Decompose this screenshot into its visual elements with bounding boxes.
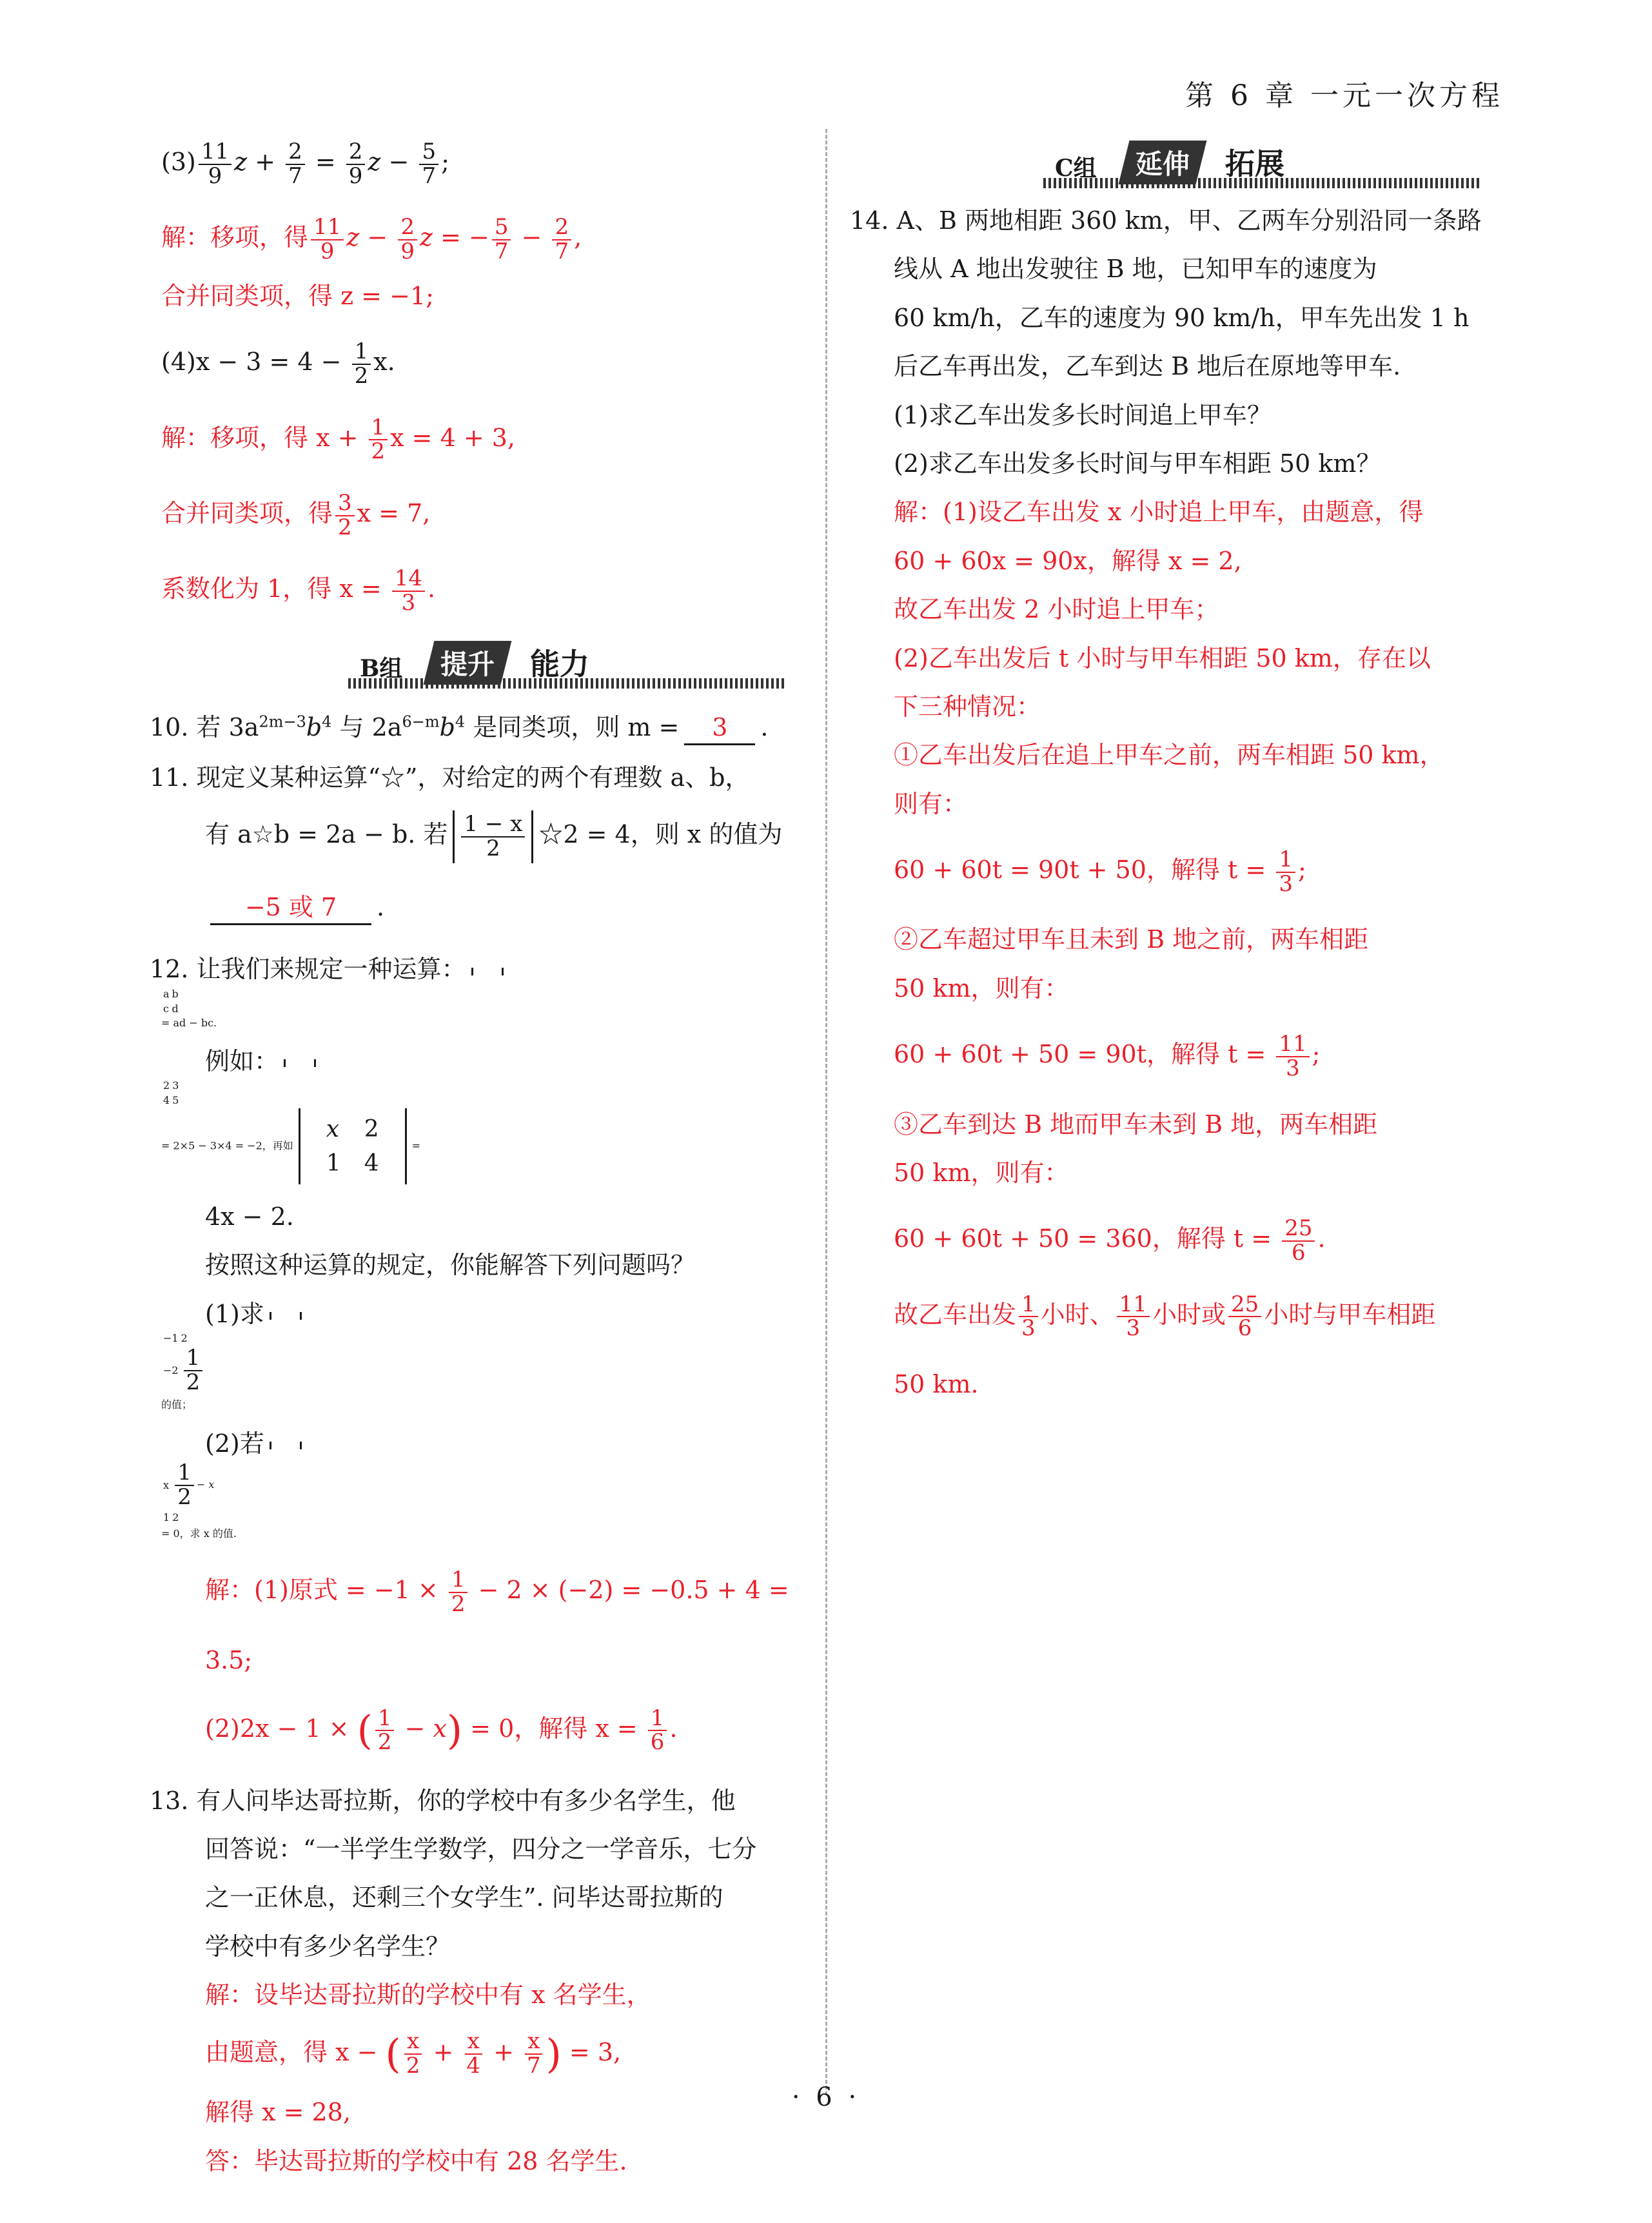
question-10: 10. 若 $3a^{2m-3}b^4$ 与 $2a^{6-m}b^4$ 是同类项，则 m = 3 . bbox=[150, 712, 806, 745]
problem-3-solution-2: 合并同类项，得 z = −1; bbox=[161, 281, 434, 310]
determinant bbox=[284, 1059, 316, 1067]
determinant bbox=[270, 1312, 302, 1320]
case-2-b: 50 km，则有： bbox=[894, 974, 1069, 1003]
fraction: $\frac{11}{3}$ bbox=[1117, 1293, 1150, 1340]
fraction: $\frac{2}{9}$ bbox=[346, 141, 366, 188]
case-2: ②乙车超过甲车且未到 B 地之前，两车相距 bbox=[894, 925, 1369, 954]
answer-blank: −5 或 7 bbox=[210, 892, 371, 925]
fraction: $\frac{25}{6}$ bbox=[1282, 1217, 1315, 1264]
question-14-solution-4: (2)乙车出发后 t 小时与甲车相距 50 km，存在以 bbox=[894, 643, 1431, 672]
question-12-part-2: (2)若 bbox=[161, 1428, 806, 1460]
question-13-answer: 答：毕达哥拉斯的学校中有 28 名学生. bbox=[205, 2146, 627, 2175]
question-14-part-1: (1)求乙车出发多长时间追上甲车？ bbox=[894, 400, 1272, 429]
determinant bbox=[270, 1442, 302, 1449]
case-1: ①乙车出发后在追上甲车之前，两车相距 50 km， bbox=[894, 741, 1444, 770]
question-14-conclusion-end: 50 km. bbox=[894, 1370, 979, 1399]
absolute-value: $\frac{1 - x}{2}$ bbox=[453, 810, 533, 863]
question-12-example: 例如： bbox=[161, 1046, 806, 1077]
left-column: (3) $\frac{11}{9}$ z + $\frac{2}{7}$ = $\frac{2}{9}$ z − $\frac{5}{7}$ ; 解：移项，得 $\frac{11}{9}$ z − $\frac{2}{9}$ z = − $\frac{5}{7}$ − $\frac{2}{7}$ , 合并同类项，得 z = −1; (4)x − 3 = 4 − $\frac{1}{2}$ x. 解：移项，得 x + $\frac{1}{2}$ x = 4 + 3, 合并同类项，得 $\frac{3}{2}$ x = 7, 系数化为 1，得 x = $\frac{14}{3}$ . B组 提升 能力 10. 若 $3a^{2m-3}b^4$ 与 $2a^{6-m}b^4$ 是同类项，则 m = 3 . 11. 现定义某种运算“☆”，对给定的两个有理数 a、b， 有 a☆b = 2a − b. 若 $\frac{1 - x}{2}$ ☆2 = 4，则 x 的值为 −5 或 7 . 12. 让我们来规定一种运算： a b c d = ad − bc. 例如： 2 3 4 5 = 2×5 − 3×4 = −2，再如 x 2 1 4 = 4x − 2. 按照这种运算的规定，你能解答下列问题吗？ (1)求 −1 2 −2 $\frac{1}{2}$ 的值； (2)若 x $\frac{1}{2}$ − x 1 2 = 0，求 x 的值. 解：(1)原式 = −1 × $\frac{1}{2}$ − 2 × (−2) = −0.5 + 4 = 3.5; (2)2x − 1 × ( $\frac{1}{2}$ − x) = 0，解得 x = $\frac{1}{6}$ . 13. 有人问毕达哥拉斯，你的学校中有多少名学生，他 回答说：“一半学生学数学，四分之一学音乐，七分 之一正休息，还剩三个女学生”. 问毕达哥拉斯的 学校中有多少名学生？ 解：设毕达哥拉斯的学校中有 x 名学生， 由题意，得 x − ( $\frac{x}{2}$ + $\frac{x}{4}$ + $\frac{x}{7}$ ) = 3, 解得 x = 28, 答：毕达哥拉斯的学校中有 28 名学生. bbox=[161, 141, 806, 2177]
section-banner-b bbox=[348, 641, 787, 692]
question-14-conclusion: 故乙车出发 $\frac{1}{3}$ 小时、 $\frac{11}{3}$ 小时或 $\frac{25}{6}$ 小时与甲车相距 bbox=[894, 1291, 1436, 1342]
question-14-line-2: 线从 A 地出发驶往 B 地，已知甲车的速度为 bbox=[894, 255, 1377, 284]
fraction: $\frac{11}{9}$ bbox=[199, 141, 231, 188]
question-11-answer: −5 或 7 . bbox=[161, 892, 806, 925]
fraction: $\frac{2}{7}$ bbox=[286, 141, 305, 188]
question-14-line-3: 60 km/h，乙车的速度为 90 km/h，甲车先出发 1 h bbox=[894, 303, 1470, 332]
question-12-prompt: 按照这种运算的规定，你能解答下列问题吗？ bbox=[205, 1251, 696, 1280]
question-13-line-3: 之一正休息，还剩三个女学生”. 问毕达哥拉斯的 bbox=[205, 1883, 723, 1912]
question-14-part-2: (2)求乙车出发多长时间与甲车相距 50 km？ bbox=[894, 449, 1381, 478]
banner-group-label: B组 bbox=[360, 654, 403, 682]
fraction: $\frac{2}{9}$ bbox=[398, 216, 417, 263]
problem-4-solution-2: 合并同类项，得 $\frac{3}{2}$ x = 7, bbox=[161, 489, 431, 540]
fraction: $\frac{1}{3}$ bbox=[1276, 848, 1295, 896]
problem-3-solution-1: 解：移项，得 $\frac{11}{9}$ z − $\frac{2}{9}$ z = − $\frac{5}{7}$ − $\frac{2}{7}$ , bbox=[161, 214, 582, 265]
question-14-solution-2: 60 + 60x = 90x，解得 x = 2, bbox=[894, 546, 1242, 575]
problem-3: (3) $\frac{11}{9}$ z + $\frac{2}{7}$ = $\frac{2}{9}$ z − $\frac{5}{7}$ ; bbox=[161, 139, 449, 189]
question-11-line-2: 有 a☆b = 2a − b. 若 $\frac{1 - x}{2}$ ☆2 = 4，则 x 的值为 bbox=[161, 810, 806, 863]
case-3-equation: 60 + 60t + 50 = 360，解得 t = $\frac{25}{6}$ . bbox=[894, 1215, 1326, 1266]
column-divider bbox=[825, 129, 827, 2095]
determinant: x 2 1 4 bbox=[299, 1108, 407, 1184]
question-11: 11. 现定义某种运算“☆”，对给定的两个有理数 a、b， bbox=[150, 763, 750, 792]
fraction: $\frac{1}{2}$ bbox=[352, 340, 371, 387]
question-14-line-4: 后乙车再出发，乙车到达 B 地后在原地等甲车. bbox=[894, 352, 1401, 381]
case-3: ③乙车到达 B 地而甲车未到 B 地，两车相距 bbox=[894, 1110, 1378, 1139]
question-12: 12. 让我们来规定一种运算： bbox=[150, 954, 806, 985]
right-column bbox=[850, 141, 1501, 1401]
case-3-b: 50 km，则有： bbox=[894, 1159, 1069, 1187]
problem-4-solution-1: 解：移项，得 x + $\frac{1}{2}$ x = 4 + 3, bbox=[161, 414, 516, 465]
question-12-solution-2: (2)2x − 1 × ( $\frac{1}{2}$ − x) = 0，解得 x = $\frac{1}{6}$ . bbox=[205, 1705, 678, 1756]
fraction: $\frac{14}{3}$ bbox=[392, 567, 425, 614]
question-12-part-1: (1)求 bbox=[161, 1298, 806, 1330]
case-1-equation: 60 + 60t = 90t + 50，解得 t = $\frac{1}{3}$ ; bbox=[894, 847, 1306, 897]
answer-blank: 3 bbox=[684, 712, 755, 745]
banner-box: 延伸 bbox=[1119, 141, 1207, 184]
fraction: $\frac{1}{2}$ bbox=[449, 1569, 468, 1616]
fraction: $\frac{1}{3}$ bbox=[1019, 1293, 1038, 1340]
fraction: $\frac{1}{6}$ bbox=[648, 1707, 667, 1754]
fraction: $\frac{5}{7}$ bbox=[419, 141, 438, 188]
chapter-header: 第 6 章 一元一次方程 bbox=[1185, 79, 1504, 112]
fraction: $\frac{3}{2}$ bbox=[335, 492, 355, 539]
fraction: $\frac{x}{7}$ bbox=[524, 2030, 544, 2077]
banner-title: 拓展 bbox=[1225, 146, 1284, 181]
question-12-example-result: 4x − 2. bbox=[205, 1202, 294, 1231]
section-banner-c bbox=[1043, 141, 1482, 192]
fraction: $\frac{1}{2}$ bbox=[375, 1707, 395, 1754]
banner-title: 能力 bbox=[530, 646, 589, 681]
fraction: $\frac{x}{4}$ bbox=[464, 2030, 483, 2077]
determinant bbox=[471, 968, 504, 975]
case-1-b: 则有： bbox=[894, 789, 968, 818]
question-14: 14. A、B 两地相距 360 km，甲、乙两车分别沿同一条路 bbox=[850, 206, 1482, 235]
case-2-equation: 60 + 60t + 50 = 90t，解得 t = $\frac{11}{3}$ ; bbox=[894, 1031, 1321, 1081]
fraction: $\frac{5}{7}$ bbox=[492, 216, 511, 263]
question-14-solution-1: 解：(1)设乙车出发 x 小时追上甲车，由题意，得 bbox=[894, 498, 1424, 527]
question-12-solution-1b: 3.5; bbox=[205, 1645, 253, 1674]
question-13-solution-2: 由题意，得 x − ( $\frac{x}{2}$ + $\frac{x}{4}$ + $\frac{x}{7}$ ) = 3, bbox=[205, 2028, 622, 2079]
banner-group-label: C组 bbox=[1055, 155, 1097, 182]
banner-box: 提升 bbox=[424, 641, 512, 685]
question-13: 13. 有人问毕达哥拉斯，你的学校中有多少名学生，他 bbox=[150, 1786, 736, 1815]
question-13-line-4: 学校中有多少名学生？ bbox=[205, 1932, 451, 1961]
question-13-solution-3: 解得 x = 28, bbox=[205, 2098, 351, 2127]
problem-4-solution-3: 系数化为 1，得 x = $\frac{14}{3}$ . bbox=[161, 565, 436, 616]
fraction: $\frac{11}{3}$ bbox=[1276, 1033, 1309, 1080]
question-14-solution-5: 下三种情况： bbox=[894, 692, 1041, 721]
question-13-solution-1: 解：设毕达哥拉斯的学校中有 x 名学生， bbox=[205, 1981, 651, 2010]
question-14-solution-3: 故乙车出发 2 小时追上甲车； bbox=[894, 595, 1219, 624]
page-number: · 6 · bbox=[791, 2082, 861, 2112]
fraction: $\frac{25}{6}$ bbox=[1228, 1293, 1261, 1340]
fraction: $\frac{1}{2}$ bbox=[369, 416, 388, 464]
question-13-line-2: 回答说：“一半学生学数学，四分之一学音乐，七分 bbox=[205, 1835, 757, 1864]
question-12-solution-1: 解：(1)原式 = −1 × $\frac{1}{2}$ − 2 × (−2) = −0.5 + 4 = bbox=[205, 1567, 789, 1617]
fraction: $\frac{2}{7}$ bbox=[552, 216, 571, 263]
fraction: $\frac{11}{9}$ bbox=[311, 216, 344, 263]
problem-4: (4)x − 3 = 4 − $\frac{1}{2}$ x. bbox=[161, 338, 395, 389]
fraction: $\frac{x}{2}$ bbox=[404, 2030, 423, 2077]
